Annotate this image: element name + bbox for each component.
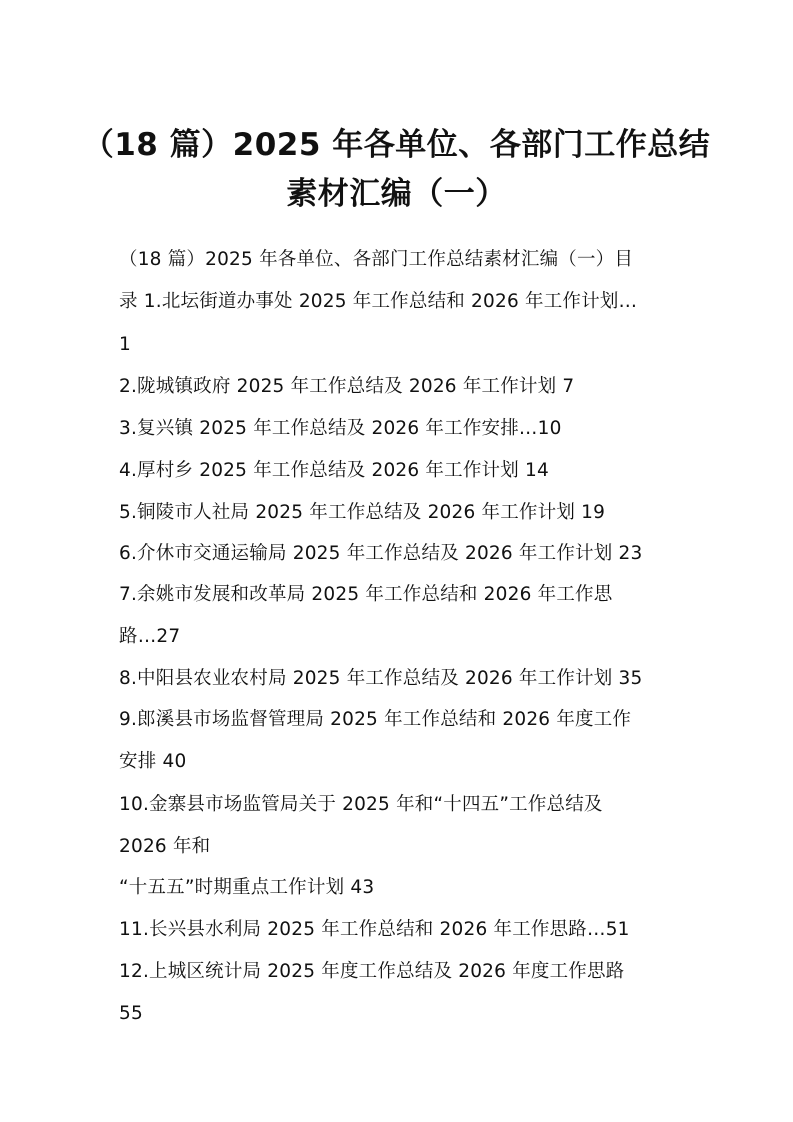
- toc-line: 4.厚村乡 2025 年工作总结及 2026 年工作计划 14: [119, 460, 549, 481]
- toc-line: 12.上城区统计局 2025 年度工作总结及 2026 年度工作思路: [119, 961, 625, 982]
- toc-line: 录 1.北坛街道办事处 2025 年工作总结和 2026 年工作计划…: [119, 291, 638, 312]
- toc-line: 3.复兴镇 2025 年工作总结及 2026 年工作安排…10: [119, 418, 562, 439]
- document-title-line-1: （18 篇）2025 年各单位、各部门工作总结: [82, 127, 711, 163]
- document-title-line-2: 素材汇编（一）: [286, 176, 507, 212]
- toc-line: “十五五”时期重点工作计划 43: [119, 877, 375, 898]
- toc-line: 9.郎溪县市场监督管理局 2025 年工作总结和 2026 年度工作: [119, 709, 632, 730]
- toc-line: 2026 年和: [119, 836, 211, 857]
- toc-line: 55: [119, 1003, 143, 1024]
- toc-line: 10.金寨县市场监管局关于 2025 年和“十四五”工作总结及: [119, 794, 603, 815]
- toc-line: 安排 40: [119, 751, 187, 772]
- toc-line: （18 篇）2025 年各单位、各部门工作总结素材汇编（一）目: [119, 249, 634, 270]
- toc-line: 2.陇城镇政府 2025 年工作总结及 2026 年工作计划 7: [119, 376, 575, 397]
- toc-line: 路…27: [119, 626, 181, 647]
- toc-line: 6.介休市交通运输局 2025 年工作总结及 2026 年工作计划 23: [119, 543, 643, 564]
- toc-line: 8.中阳县农业农村局 2025 年工作总结及 2026 年工作计划 35: [119, 668, 643, 689]
- toc-line: 11.长兴县水利局 2025 年工作总结和 2026 年工作思路…51: [119, 919, 630, 940]
- toc-line: 5.铜陵市人社局 2025 年工作总结及 2026 年工作计划 19: [119, 502, 606, 523]
- toc-line: 7.余姚市发展和改革局 2025 年工作总结和 2026 年工作思: [119, 584, 613, 605]
- toc-line: 1: [119, 334, 131, 355]
